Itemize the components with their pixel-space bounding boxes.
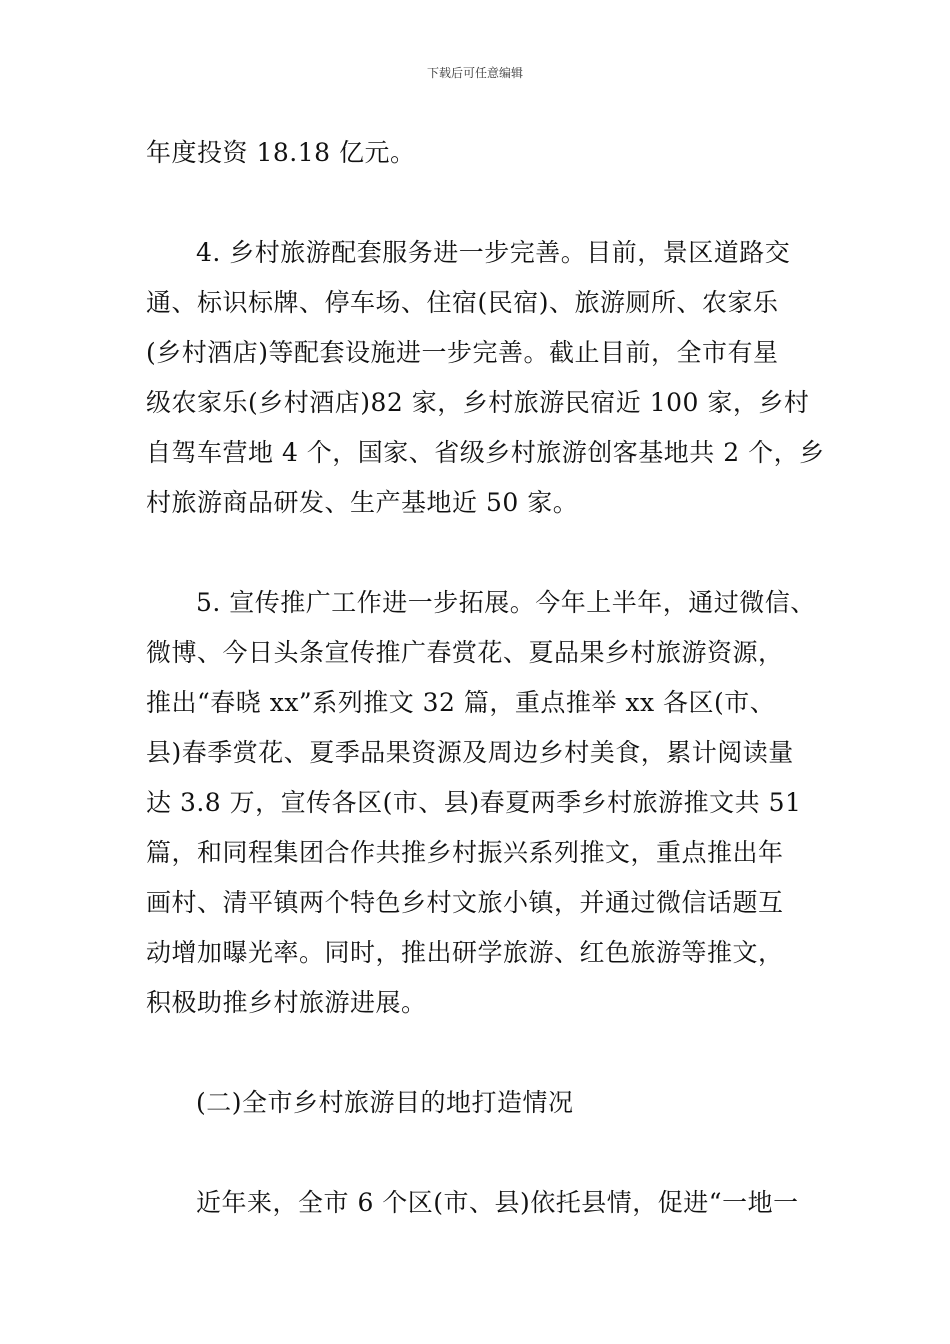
paragraph-5-line-1: 5. 宣传推广工作进一步拓展。今年上半年，通过微信、: [196, 588, 816, 617]
paragraph-4-line-4: 级农家乐(乡村酒店)82 家，乡村旅游民宿近 100 家，乡村: [146, 388, 810, 417]
paragraph-5-line-2: 微博、今日头条宣传推广春赏花、夏品果乡村旅游资源，: [146, 638, 784, 667]
document-body: [146, 128, 825, 1228]
paragraph-next-line-1: 近年来，全市 6 个区(市、县)依托县情，促进“一地一: [196, 1188, 799, 1217]
paragraph-5-line-8: 动增加曝光率。同时，推出研学旅游、红色旅游等推文，: [146, 938, 784, 967]
paragraph-5-line-9: 积极助推乡村旅游进展。: [146, 988, 427, 1017]
paragraph-5-line-3: 推出“春晓 xx”系列推文 32 篇，重点推举 xx 各区(市、: [146, 688, 776, 717]
paragraph-4-line-3: (乡村酒店)等配套设施进一步完善。截止目前，全市有星: [146, 338, 779, 367]
text-line: 年度投资 18.18 亿元。: [146, 138, 416, 167]
paragraph-5-line-5: 达 3.8 万，宣传各区(市、县)春夏两季乡村旅游推文共 51: [146, 788, 802, 817]
paragraph-gap: [146, 1128, 814, 1178]
section-heading: (二)全市乡村旅游目的地打造情况: [196, 1088, 574, 1117]
paragraph-5-line-7: 画村、清平镇两个特色乡村文旅小镇，并通过微信话题互: [146, 888, 784, 917]
paragraph-5-line-6: 篇，和同程集团合作共推乡村振兴系列推文，重点推出年: [146, 838, 784, 867]
paragraph-4-line-5: 自驾车营地 4 个，国家、省级乡村旅游创客基地共 2 个，乡: [146, 438, 825, 467]
paragraph-5-line-4: 县)春季赏花、夏季品果资源及周边乡村美食，累计阅读量: [146, 738, 794, 767]
page-header: 下载后可任意编辑: [426, 66, 523, 80]
paragraph-4-line-1: 4. 乡村旅游配套服务进一步完善。目前，景区道路交: [196, 238, 791, 267]
paragraph-4-line-2: 通、标识标牌、停车场、住宿(民宿)、旅游厕所、农家乐: [146, 288, 779, 317]
paragraph-gap: [146, 528, 814, 578]
paragraph-gap: [146, 178, 814, 228]
paragraph-gap: [146, 1028, 814, 1078]
paragraph-4-line-6: 村旅游商品研发、生产基地近 50 家。: [146, 488, 579, 517]
